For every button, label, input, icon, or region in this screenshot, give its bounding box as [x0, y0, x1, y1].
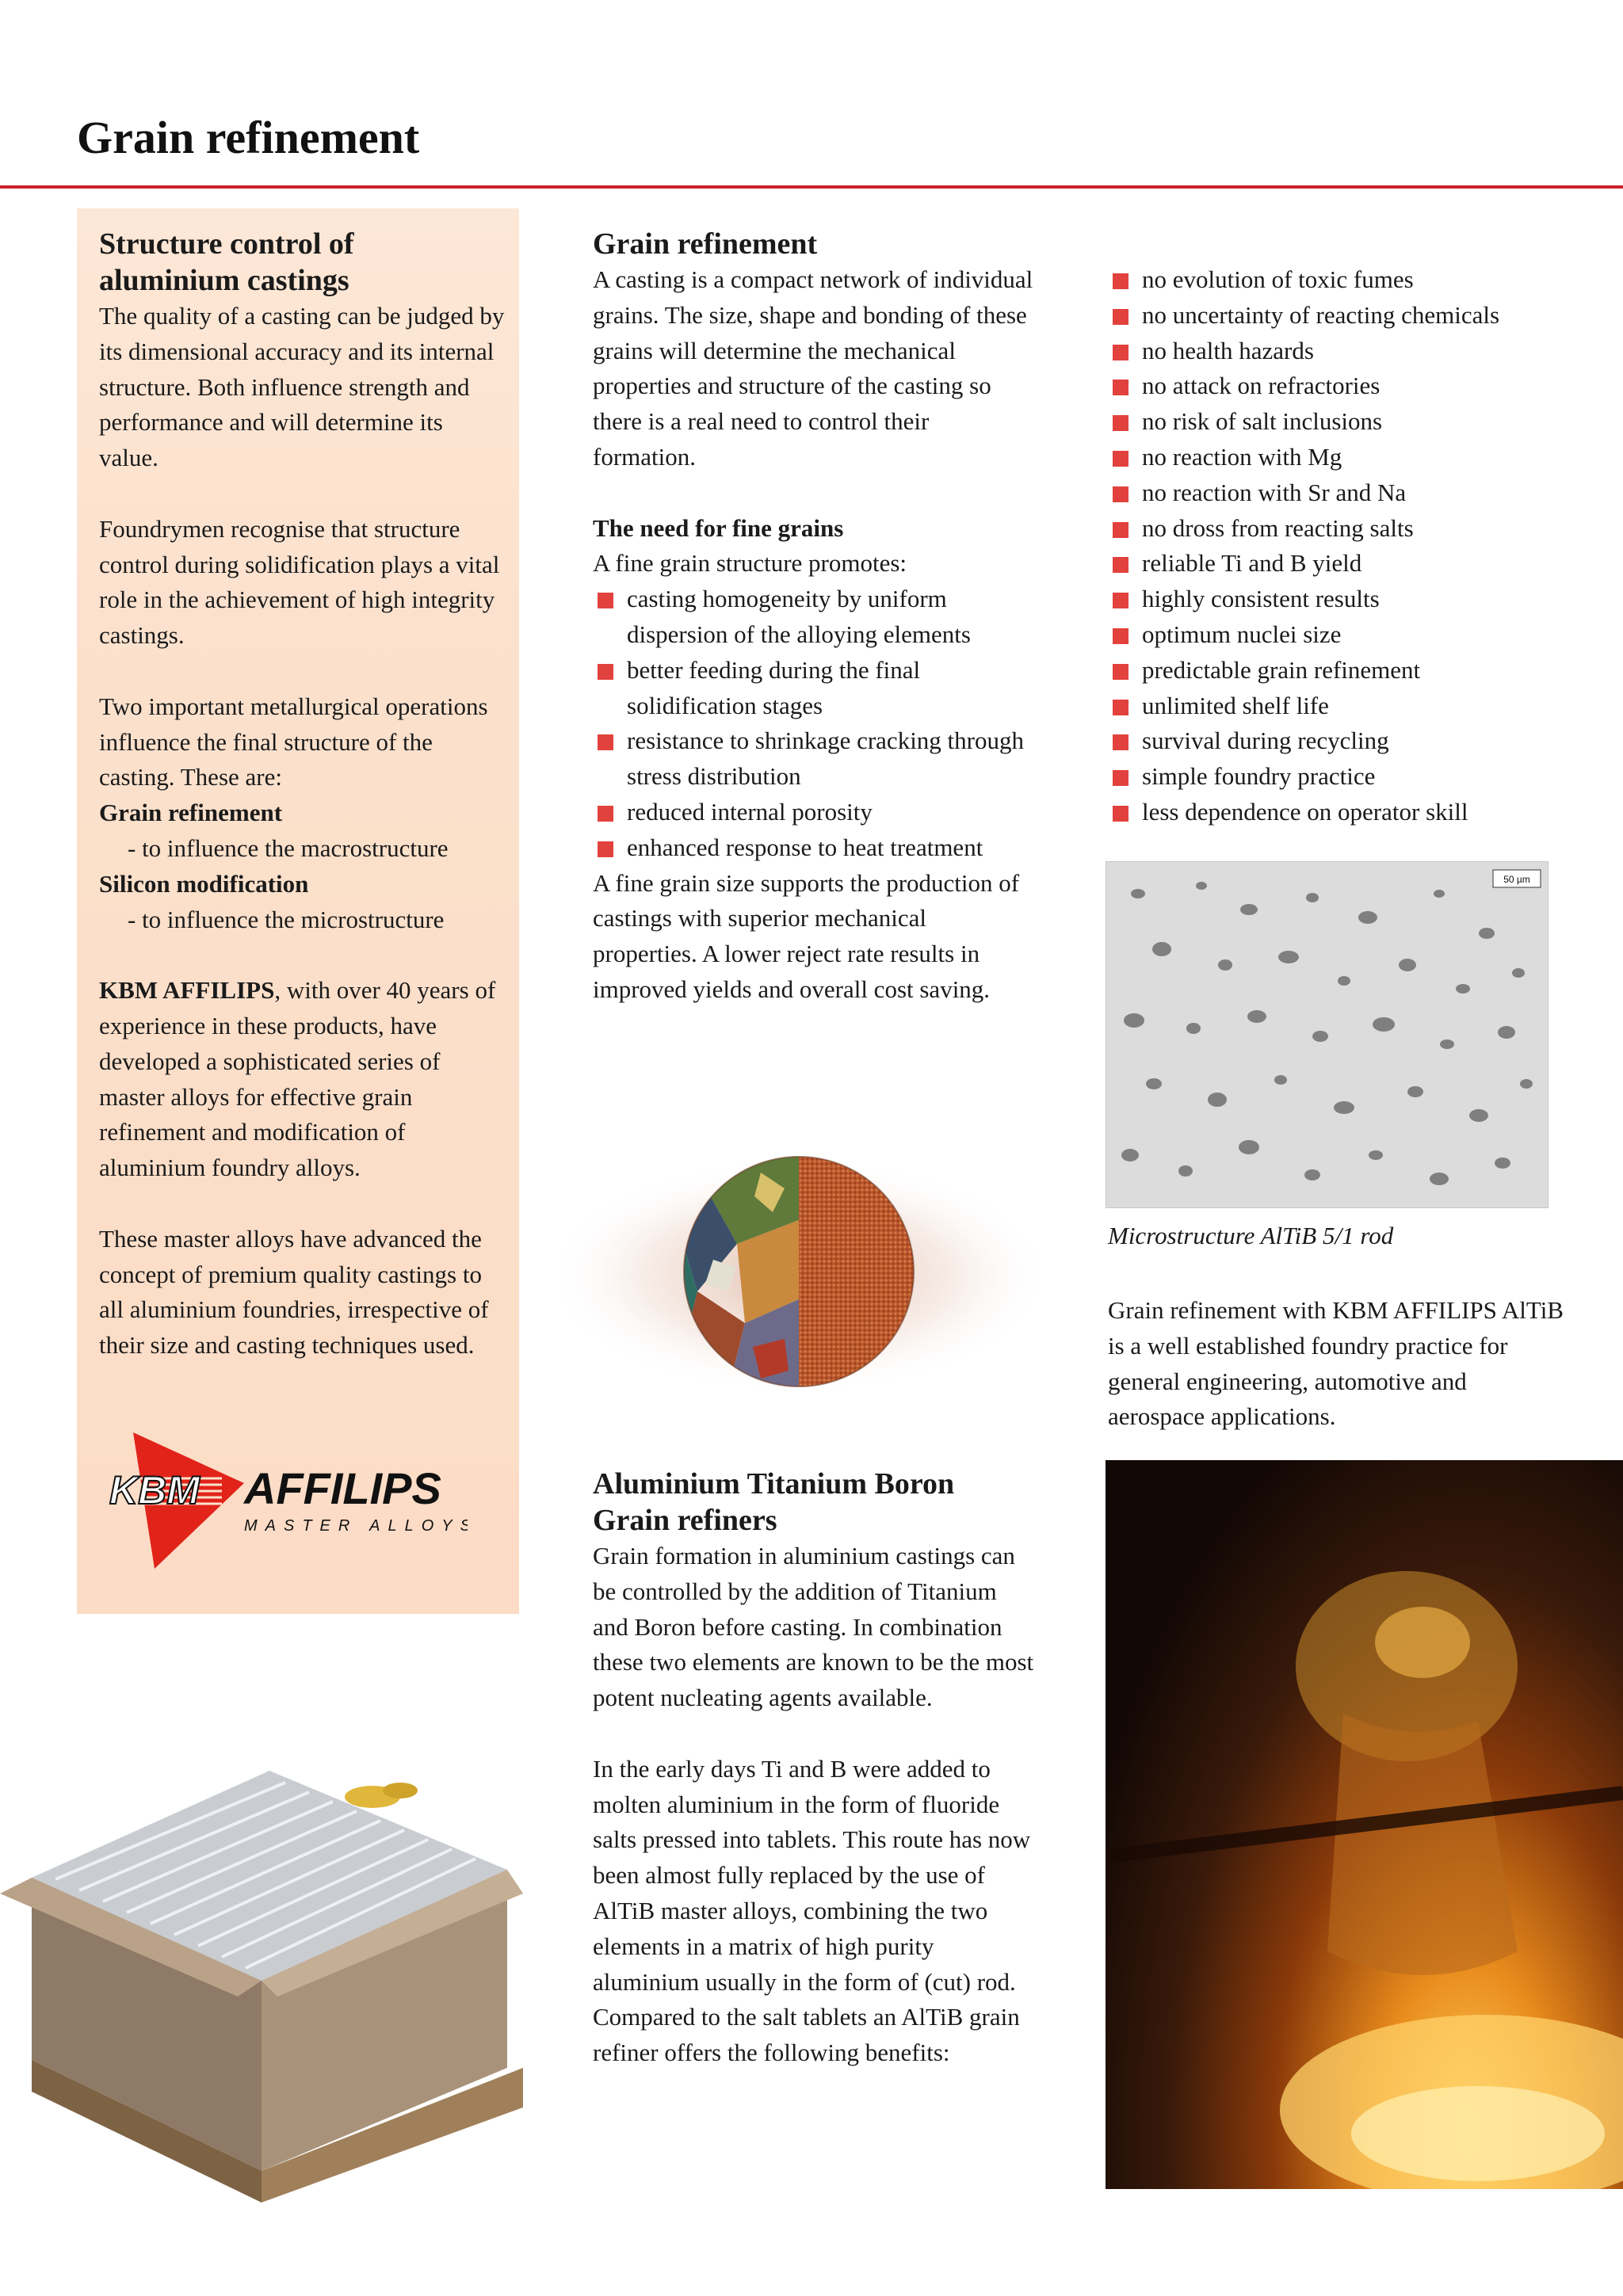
- list-item: simple foundry practice: [1108, 759, 1575, 795]
- pallet-box-rods-image: [0, 1695, 539, 2203]
- sidebar-paragraph: Two important metallurgical operations influence the final structure of the casting. These are:: [99, 692, 488, 791]
- paragraph: A casting is a compact network of individual grains. The size, shape and bonding of these grains will determine the mechanical properties and structure of the casting so there is a real need to control their formation.: [593, 265, 1033, 471]
- list-intro: A fine grain structure promotes:: [593, 549, 907, 578]
- right-column: [1108, 262, 1575, 830]
- list-item: no health hazards: [1108, 334, 1575, 369]
- paragraph: Grain refinement with KBM AFFILIPS AlTiB is a well established foundry practice for general engineering, automotive and aerospace applications.: [1108, 1296, 1564, 1431]
- list-item: reduced internal porosity: [593, 795, 1037, 830]
- list-item: casting homogeneity by uniform dispersion of the alloying elements: [593, 582, 1037, 653]
- list-item: no attack on refractories: [1108, 368, 1575, 404]
- brand-name: KBM AFFILIPS: [99, 976, 275, 1005]
- logo-tagline: MASTER ALLOYS: [244, 1517, 468, 1535]
- sidebar-heading: [99, 226, 507, 299]
- section-heading: Grain refinement: [593, 227, 818, 261]
- section-heading: Aluminium Titanium Boron Grain refiners: [593, 1467, 955, 1537]
- microstructure-image: [1106, 861, 1549, 1208]
- scale-bar-label: 50 µm: [1503, 874, 1530, 885]
- list-item: unlimited shelf life: [1108, 688, 1575, 724]
- operation-title: Silicon modification: [99, 869, 309, 898]
- list-item: better feeding during the final solidification stages: [593, 653, 1037, 724]
- image-caption: Microstructure AlTiB 5/1 rod: [1108, 1222, 1394, 1249]
- list-item: no dross from reacting salts: [1108, 511, 1575, 547]
- title-divider: [0, 185, 1623, 189]
- fine-grain-benefits-list: [593, 582, 1037, 865]
- altib-benefits-list: [1108, 262, 1575, 830]
- sidebar-paragraph: These master alloys have advanced the concept of premium quality castings to all aluminium foundries, irrespective of their size and casting techniques used.: [99, 1224, 489, 1360]
- subsection-heading: The need for fine grains: [593, 513, 844, 542]
- list-item: less dependence on operator skill: [1108, 795, 1575, 830]
- operation-desc: - to influence the microstructure: [128, 905, 445, 933]
- sidebar-panel: [77, 208, 519, 1614]
- page-title: Grain refinement: [77, 112, 420, 163]
- list-item: no uncertainty of reacting chemicals: [1108, 298, 1575, 334]
- list-item: reliable Ti and B yield: [1108, 546, 1575, 582]
- sidebar-text: [99, 226, 507, 1399]
- grain-structure-image: [547, 1117, 1054, 1434]
- list-item: enhanced response to heat treatment: [593, 830, 1037, 866]
- middle-column: [593, 226, 1037, 1043]
- paragraph: Grain formation in aluminium castings can be controlled by the addition of Titanium and Boron before casting. In combination these two elements are known to be the most potent nucleating agents available.: [593, 1542, 1034, 1712]
- logo-mark: KBM: [109, 1468, 200, 1512]
- sidebar-paragraph: The quality of a casting can be judged by its dimensional accuracy and its internal structure. Both influence strength and performance and will determine its value.: [99, 302, 505, 472]
- list-item: survival during recycling: [1108, 723, 1575, 759]
- right-closing-text: [1108, 1293, 1568, 1435]
- list-item: no reaction with Sr and Na: [1108, 475, 1575, 511]
- paragraph: In the early days Ti and B were added to molten aluminium in the form of fluoride salts pressed into tablets. This route has now been almost fully replaced by the use of AlTiB master alloys, combining the two elements in a matrix of high purity aluminium usually in the form of (cut) rod. Compared to the salt tablets an AlTiB grain refiner offers the following benefits:: [593, 1754, 1031, 2067]
- sidebar-heading-line1: Structure control of: [99, 227, 354, 261]
- list-item: no risk of salt inclusions: [1108, 404, 1575, 440]
- sidebar-paragraph: Foundrymen recognise that structure control during solidification plays a vital role in the achievement of high integrity castings.: [99, 514, 500, 650]
- operation-title: Grain refinement: [99, 799, 283, 827]
- list-item: no reaction with Mg: [1108, 440, 1575, 475]
- list-item: no evolution of toxic fumes: [1108, 262, 1575, 298]
- sidebar-heading-line2: aluminium castings: [99, 264, 349, 297]
- list-item: optimum nuclei size: [1108, 617, 1575, 653]
- altib-section: [593, 1466, 1037, 2071]
- list-item: predictable grain refinement: [1108, 653, 1575, 688]
- sidebar-paragraph: KBM AFFILIPS, with over 40 years of experience in these products, have developed a sophisticated series of master alloys for effective grain refinement and modification of aluminium foundry alloys.: [99, 976, 496, 1182]
- logo-graphic: [103, 1426, 468, 1573]
- paragraph: A fine grain size supports the production of castings with superior mechanical properties. A lower reject rate results in improved yields and overall cost saving.: [593, 868, 1020, 1003]
- operation-desc: - to influence the macrostructure: [128, 833, 449, 862]
- list-item: resistance to shrinkage cracking through stress distribution: [593, 723, 1037, 795]
- kbm-affilips-logo: [103, 1426, 468, 1573]
- logo-name: AFFILIPS: [244, 1463, 441, 1513]
- foundry-worker-image: [1106, 1460, 1623, 2189]
- list-item: highly consistent results: [1108, 582, 1575, 617]
